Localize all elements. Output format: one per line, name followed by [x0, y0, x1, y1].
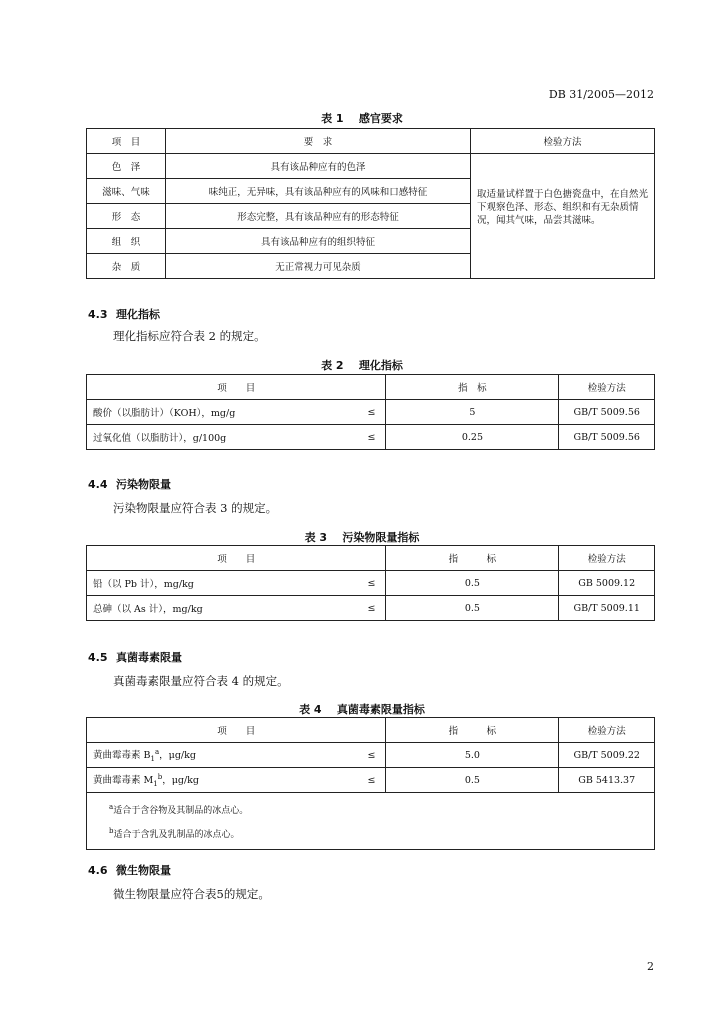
- table3-caption: [0, 529, 724, 545]
- table4-item: 黄曲霉毒素 $B_1^a$，μg/kg: [87, 743, 350, 768]
- table3-header-method: 检验方法: [559, 546, 655, 571]
- table3-value: 0.5: [386, 571, 559, 596]
- section-title: 真菌毒素限量: [116, 651, 182, 664]
- standard-number: DB 31/2005—2012: [548, 88, 654, 101]
- table1-req: 形态完整，具有该品种应有的形态特征: [166, 204, 471, 229]
- table2-caption: [0, 357, 724, 373]
- table2-value: 0.25: [386, 425, 559, 450]
- section-title: 微生物限量: [116, 864, 171, 877]
- table1-caption-no: 表 1: [321, 112, 344, 125]
- table1-method: 取适量试样置于白色搪瓷盘中，在自然光下观察色泽、形态、组织和有无杂质情况，闻其气味，品尝其滋味。: [471, 154, 655, 279]
- table1-item: 形 态: [87, 204, 166, 229]
- table3-item: 总砷（以 As 计），mg/kg: [87, 596, 350, 621]
- table3-item: 铅（以 Pb 计），mg/kg: [87, 571, 350, 596]
- table4-method: GB 5413.37: [559, 768, 655, 793]
- table3-caption-title: 污染物限量指标: [342, 531, 420, 544]
- table2-operator: ≤: [349, 425, 386, 450]
- section-number: 4.6: [88, 864, 108, 877]
- table2-item: 酸价（以脂肪计）（KOH），mg/g: [87, 400, 350, 425]
- table3-header-value: 指 标: [386, 546, 559, 571]
- table4-method: GB/T 5009.22: [559, 743, 655, 768]
- table2-caption-title: 理化指标: [358, 359, 403, 372]
- table3-value: 0.5: [386, 596, 559, 621]
- section-4-4-paragraph: 污染物限量应符合表 3 的规定。: [113, 501, 278, 515]
- table3-method: GB/T 5009.11: [559, 596, 655, 621]
- table2-value: 5: [386, 400, 559, 425]
- table1-header-method: 检验方法: [471, 129, 655, 154]
- table2-header-value: 指 标: [386, 375, 559, 400]
- table2-header-item: 项 目: [87, 375, 386, 400]
- table1-caption-title: 感官要求: [358, 112, 403, 125]
- table4-item: 黄曲霉毒素 $M_1^b$，μg/kg: [87, 768, 350, 793]
- table2-header-method: 检验方法: [559, 375, 655, 400]
- table4-value: 0.5: [386, 768, 559, 793]
- table1-req: 味纯正，无异味，具有该品种应有的风味和口感特征: [166, 179, 471, 204]
- table1-item: 杂 质: [87, 254, 166, 279]
- section-number: 4.3: [88, 308, 108, 321]
- table1-item: 滋味、气味: [87, 179, 166, 204]
- table2-item: 过氧化值（以脂肪计），g/100g: [87, 425, 350, 450]
- table3-contaminants: [86, 545, 655, 621]
- section-4-5-heading: [88, 649, 182, 665]
- table1-req: 具有该品种应有的组织特征: [166, 229, 471, 254]
- table1-header-item: 项 目: [87, 129, 166, 154]
- section-number: 4.4: [88, 478, 108, 491]
- table1-caption: [0, 110, 724, 126]
- table4-operator: ≤: [349, 768, 386, 793]
- table1-req: 无正常视力可见杂质: [166, 254, 471, 279]
- table4-value: 5.0: [386, 743, 559, 768]
- table1-req: 具有该品种应有的色泽: [166, 154, 471, 179]
- page-number: 2: [647, 960, 654, 973]
- table2-caption-no: 表 2: [321, 359, 344, 372]
- table2-operator: ≤: [349, 400, 386, 425]
- table3-operator: ≤: [349, 571, 386, 596]
- table2-physicochemical: [86, 374, 655, 450]
- table4-footnote: $^b$适合于含乳及乳制品的冰点心。: [109, 827, 240, 840]
- table4-header-item: 项 目: [87, 718, 386, 743]
- section-title: 污染物限量: [116, 478, 171, 491]
- table4-caption-no: 表 4: [299, 703, 322, 716]
- table1-header-req: 要 求: [166, 129, 471, 154]
- section-4-4-heading: [88, 476, 171, 492]
- section-4-5-paragraph: 真菌毒素限量应符合表 4 的规定。: [113, 674, 289, 688]
- table3-method: GB 5009.12: [559, 571, 655, 596]
- table4-footnote: $^a$适合于含谷物及其制品的冰点心。: [109, 803, 249, 816]
- table4-mycotoxins: [86, 717, 655, 850]
- table3-operator: ≤: [349, 596, 386, 621]
- section-number: 4.5: [88, 651, 108, 664]
- table1-item: 色 泽: [87, 154, 166, 179]
- section-4-6-paragraph: 微生物限量应符合表5的规定。: [113, 887, 270, 901]
- table4-caption: [0, 701, 724, 717]
- section-4-6-heading: [88, 862, 171, 878]
- table3-caption-no: 表 3: [304, 531, 328, 544]
- section-4-3-heading: [88, 306, 160, 322]
- table2-method: GB/T 5009.56: [559, 425, 655, 450]
- table3-header-item: 项 目: [87, 546, 386, 571]
- section-title: 理化指标: [116, 308, 160, 321]
- table4-footnotes: [87, 793, 655, 850]
- table2-method: GB/T 5009.56: [559, 400, 655, 425]
- table1-item: 组 织: [87, 229, 166, 254]
- table4-header-value: 指 标: [386, 718, 559, 743]
- table4-operator: ≤: [349, 743, 386, 768]
- table1-sensory: [86, 128, 655, 279]
- table4-header-method: 检验方法: [559, 718, 655, 743]
- table4-caption-title: 真菌毒素限量指标: [336, 703, 425, 716]
- section-4-3-paragraph: 理化指标应符合表 2 的规定。: [113, 329, 266, 343]
